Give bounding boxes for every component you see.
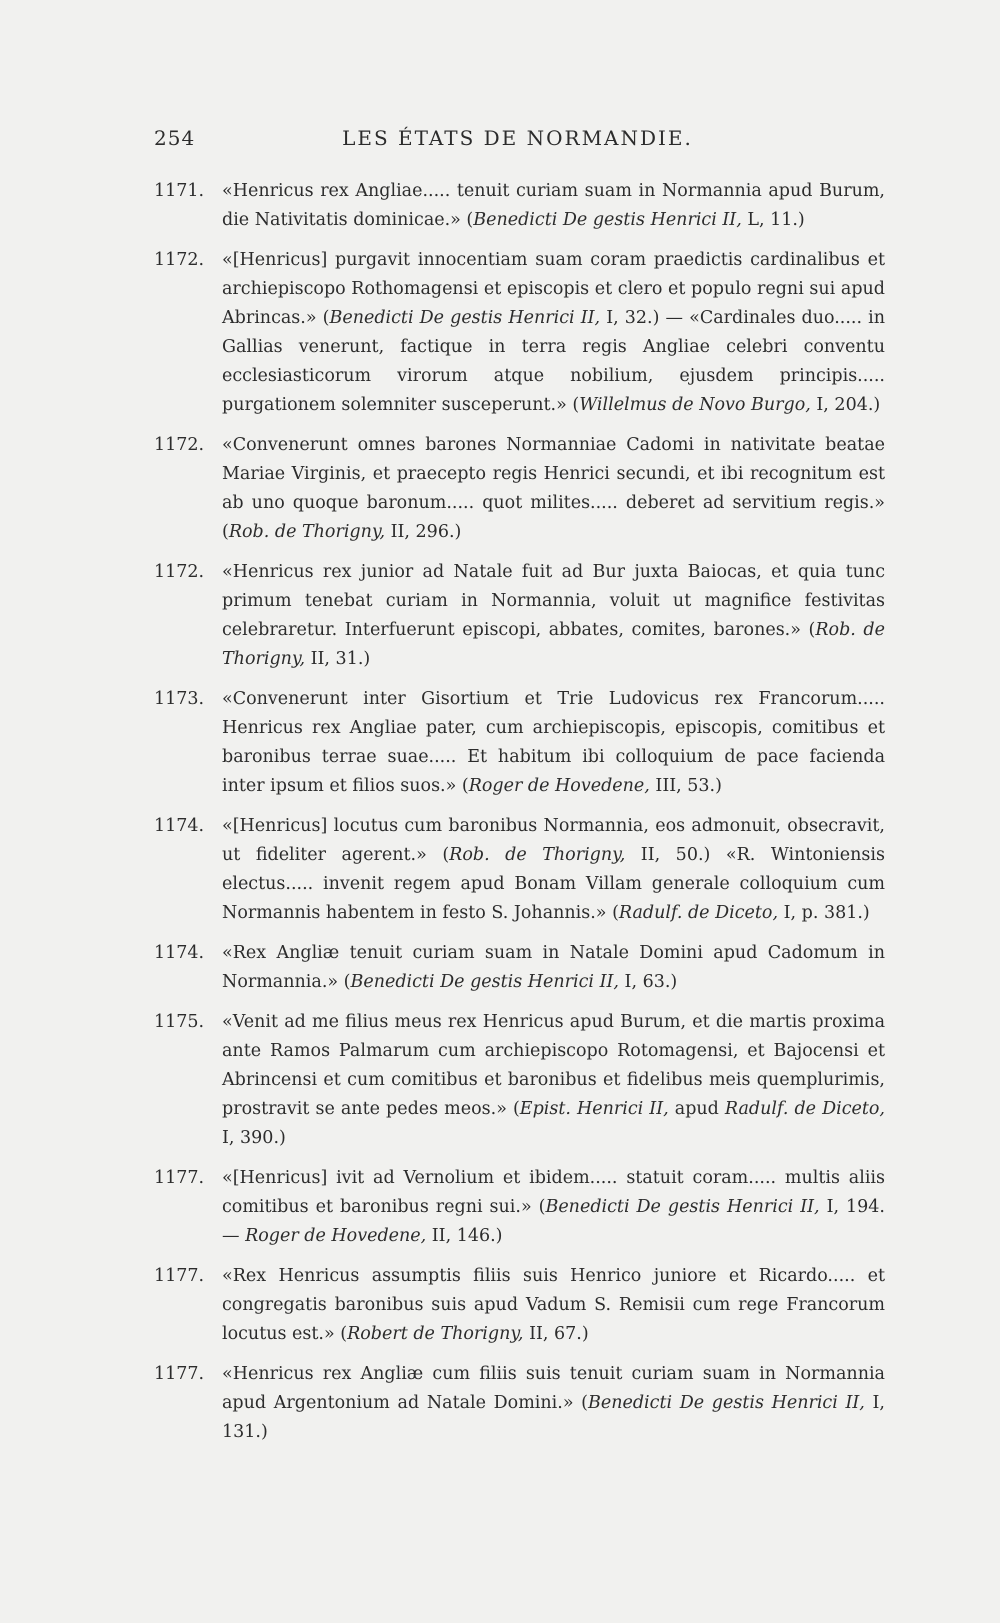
entry-text [222, 1012, 885, 1148]
quotation-text: «Convenerunt inter Gisortium et Trie Ludovicus rex Francorum..... Henricus rex Angliae pater, cum archiepiscopis, episcopis, comitibus et baronibus terrae suae..... Et habitum ibi colloquium de pace facienda inter ipsum et filios suos.» ( [222, 689, 885, 796]
entry-year: 1177. [154, 1266, 205, 1286]
entry-text [222, 181, 885, 230]
entry-text [222, 1168, 885, 1246]
quotation-text: II, 296.) [385, 522, 462, 542]
chronology-entry [150, 177, 885, 235]
quotation-text: I, 32.) — «Cardinales duo..... in Gallias venerunt, factique in terra regis Angliae celebri conventu ecclesiasticorum virorum atque nobilium, ejusdem principis..... purgationem solemniter susceperunt.» ( [222, 308, 886, 415]
quotation-text: apud [668, 1099, 725, 1119]
entry-year: 1174. [154, 943, 205, 963]
quotation-text: «Venit ad me filius meus rex Henricus apud Burum, et die martis proxima ante Ramos Palmarum cum archiepiscopo Rotomagensi, et Bajocensi et Abrincensi et cum comitibus et baronibus et fidelibus meis quemplurimis, prostravit se ante pedes meos.» ( [222, 1012, 885, 1119]
quotation-text: II, 67.) [523, 1324, 589, 1344]
quotation-text: «[Henricus] ivit ad Vernolium et ibidem..... statuit coram..... multis aliis comitibus et baronibus regni sui.» ( [222, 1168, 885, 1217]
chronology-entries [150, 177, 885, 1458]
citation-source: Roger de Hovedene, [245, 1226, 427, 1246]
entry-year: 1172. [154, 562, 205, 582]
quotation-text: I, p. 381.) [778, 903, 870, 923]
quotation-text: I, 204.) [810, 395, 881, 415]
chronology-entry [150, 939, 885, 997]
entry-text [222, 1266, 885, 1344]
citation-source: Rob. de Thorigny, [449, 845, 626, 865]
citation-source: Benedicti De gestis Henrici II, [588, 1393, 865, 1413]
citation-source: Benedicti De gestis Henrici II, [473, 210, 742, 230]
entry-year: 1177. [154, 1364, 205, 1384]
quotation-text: I, 390.) [222, 1128, 286, 1148]
citation-source: Rob. de Thorigny, [228, 522, 386, 542]
quotation-text: II, 146.) [426, 1226, 503, 1246]
entry-year: 1171. [154, 181, 205, 201]
entry-year: 1175. [154, 1012, 205, 1032]
chronology-entry [150, 558, 885, 674]
quotation-text: «[Henricus] purgavit innocentiam suam coram praedictis cardinalibus et archiepiscopo Rothomagensi et episcopis et clero et populo regni sui apud Abrincas.» ( [222, 250, 885, 328]
entry-year: 1173. [154, 689, 205, 709]
quotation-text: II, 31.) [305, 649, 371, 669]
entry-text [222, 943, 885, 992]
chronology-entry [150, 1262, 885, 1349]
quotation-text: I, 194. — [222, 1197, 885, 1246]
entry-text [222, 250, 885, 415]
entry-text [222, 435, 885, 542]
citation-source: Benedicti De gestis Henrici II, [350, 972, 619, 992]
quotation-text: «Rex Henricus assumptis filiis suis Henrico juniore et Ricardo..... et congregatis baronibus suis apud Vadum S. Remisii cum rege Francorum locutus est.» ( [222, 1266, 885, 1344]
chronology-entry [150, 246, 885, 420]
citation-source: Willelmus de Novo Burgo, [579, 395, 811, 415]
chronology-entry [150, 1164, 885, 1251]
quotation-text: I, 131.) [222, 1393, 885, 1442]
entry-text [222, 816, 885, 923]
chronology-entry [150, 685, 885, 801]
quotation-text: «Rex Angliæ tenuit curiam suam in Natale Domini apud Cadomum in Normannia.» ( [222, 943, 885, 992]
quotation-text: «[Henricus] locutus cum baronibus Normannia, eos admonuit, obsecravit, ut fideliter agerent.» ( [222, 816, 885, 865]
citation-source: Robert de Thorigny, [347, 1324, 524, 1344]
chronology-entry [150, 812, 885, 928]
chronology-entry [150, 1008, 885, 1153]
entry-year: 1177. [154, 1168, 205, 1188]
quotation-text: III, 53.) [649, 776, 722, 796]
entry-text [222, 689, 885, 796]
entry-year: 1172. [154, 250, 205, 270]
quotation-text: «Convenerunt omnes barones Normanniae Cadomi in nativitate beatae Mariae Virginis, et praecepto regis Henrici secundi, et ibi recognitum est ab uno quoque baronum..... quot milites..... deberet ad servitium regis.» ( [222, 435, 885, 542]
page-number: 254 [154, 126, 196, 150]
citation-source: Benedicti De gestis Henrici II, [329, 308, 601, 328]
entry-text [222, 1364, 885, 1442]
citation-source: Radulf. de Diceto, [724, 1099, 885, 1119]
citation-source: Roger de Hovedene, [468, 776, 650, 796]
quotation-text: «Henricus rex Angliae..... tenuit curiam suam in Normannia apud Burum, die Nativitatis dominicae.» ( [222, 181, 885, 230]
quotation-text: «Henricus rex Angliæ cum filiis suis tenuit curiam suam in Normannia apud Argentonium ad Natale Domini.» ( [222, 1364, 885, 1413]
quotation-text: L, 11.) [741, 210, 805, 230]
citation-source: Benedicti De gestis Henrici II, [545, 1197, 820, 1217]
quotation-text: «Henricus rex junior ad Natale fuit ad Bur juxta Baiocas, et quia tunc primum tenebat curiam in Normannia, voluit ut magnifice festivitas celebraretur. Interfuerunt episcopi, abbates, comites, barones.» ( [222, 562, 885, 640]
citation-source: Epist. Henrici II, [519, 1099, 669, 1119]
citation-source: Radulf. de Diceto, [618, 903, 779, 923]
quotation-text: II, 50.) «R. Wintoniensis electus..... invenit regem apud Bonam Villam generale colloquium cum Normannis habentem in festo S. Johannis.» ( [222, 845, 885, 923]
page-header [150, 126, 885, 158]
chronology-entry [150, 1360, 885, 1447]
quotation-text: I, 63.) [618, 972, 678, 992]
entry-text [222, 562, 885, 669]
entry-year: 1174. [154, 816, 205, 836]
running-title: LES ÉTATS DE NORMANDIE. [342, 126, 693, 150]
chronology-entry [150, 431, 885, 547]
entry-year: 1172. [154, 435, 205, 455]
citation-source: Rob. de Thorigny, [222, 620, 885, 669]
